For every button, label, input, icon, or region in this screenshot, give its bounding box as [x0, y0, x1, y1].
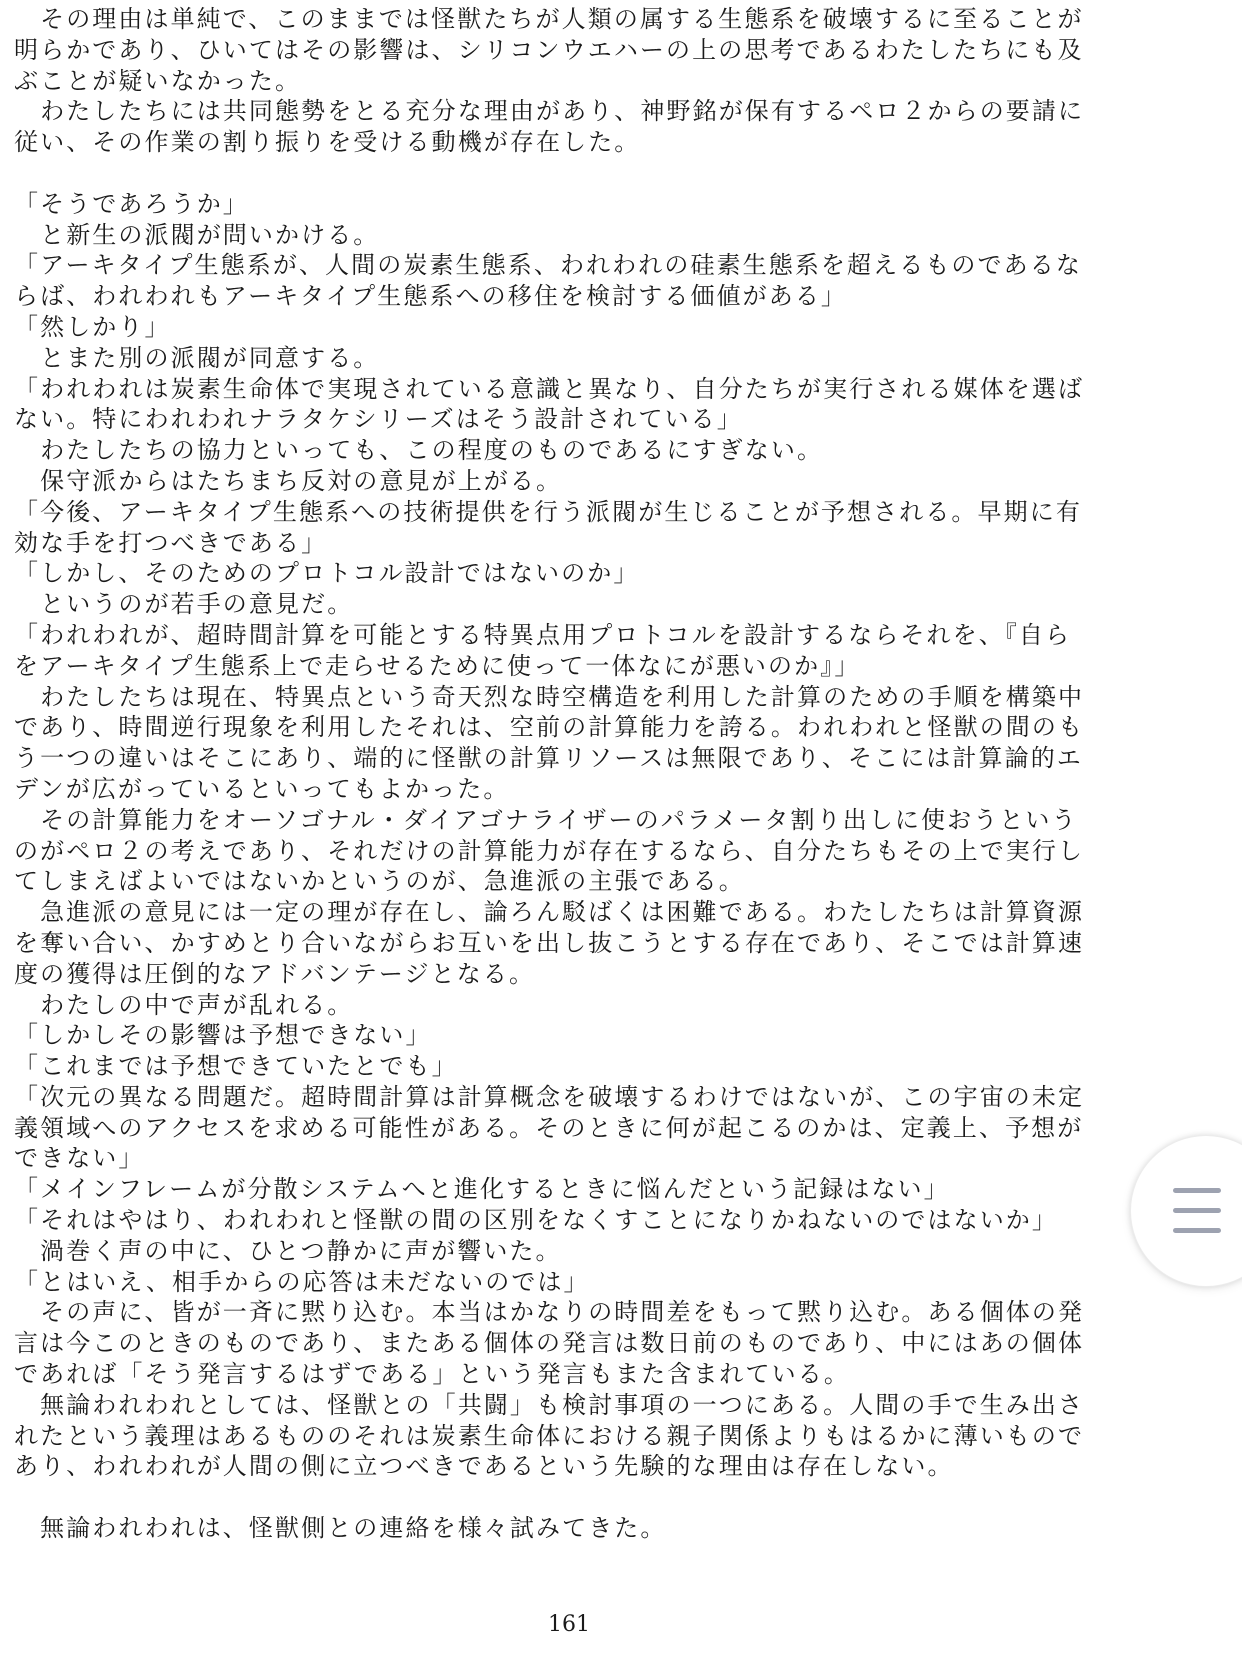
- text-line: 「しかしその影響は予想できない」: [14, 1021, 432, 1050]
- text-line: 効な手を打つべきである」: [14, 528, 328, 557]
- page-number: 161: [548, 1612, 590, 1637]
- text-line: 「とはいえ、相手からの応答は未だないのでは」: [14, 1267, 590, 1296]
- text-line: 度の獲得は圧倒的なアドバンテージとなる。: [14, 959, 536, 988]
- text-line: というのが若手の意見だ。: [14, 590, 354, 619]
- text-line: と新生の派閥が問いかける。: [14, 220, 380, 249]
- text-line: ぶことが疑いなかった。: [14, 66, 302, 95]
- text-line: 渦巻く声の中に、ひとつ静かに声が響いた。: [14, 1236, 562, 1265]
- text-line: 無論われわれとしては、怪獣との「共闘」も検討事項の一つにある。人間の手で生み出さ: [14, 1390, 1085, 1419]
- text-line: であり、時間逆行現象を利用したそれは、空前の計算能力を誇る。われわれと怪獣の間のも: [14, 713, 1085, 742]
- menu-button[interactable]: [1130, 1135, 1242, 1287]
- text-line: わたしたちには共同態勢をとる充分な理由があり、神野銘が保有するペロ２からの要請に: [14, 97, 1085, 126]
- text-line: 「そうであろうか」: [14, 189, 249, 218]
- text-line: 従い、その作業の割り振りを受ける動機が存在した。: [14, 128, 641, 157]
- text-line: 「アーキタイプ生態系が、人間の炭素生態系、われわれの硅素生態系を超えるものであるな: [14, 251, 1082, 280]
- text-line: その計算能力をオーソゴナル・ダイアゴナライザーのパラメータ割り出しに使おうという: [14, 805, 1078, 834]
- text-line: わたしたちの協力といっても、この程度のものであるにすぎない。: [14, 436, 824, 465]
- text-line: 保守派からはたちまち反対の意見が上がる。: [14, 466, 563, 495]
- text-line: 「次元の異なる問題だ。超時間計算は計算概念を破壊するわけではないが、この宇宙の未定: [14, 1082, 1085, 1111]
- text-line: 「しかし、そのためのプロトコル設計ではないのか」: [14, 559, 640, 588]
- text-line: をアーキタイプ生態系上で走らせるために使って一体なにが悪いのか』」: [14, 651, 861, 680]
- text-line: その声に、皆が一斉に黙り込む。本当はかなりの時間差をもって黙り込む。ある個体の発: [14, 1298, 1085, 1327]
- text-line: とまた別の派閥が同意する。: [14, 343, 380, 372]
- text-line: 「それはやはり、われわれと怪獣の間の区別をなくすことになりかねないのではないか」: [14, 1206, 1058, 1235]
- menu-icon-bar: [1173, 1208, 1221, 1213]
- text-line: 「然しかり」: [14, 312, 171, 341]
- text-line: わたしたちは現在、特異点という奇天烈な時空構造を利用した計算のための手順を構築中: [14, 682, 1085, 711]
- text-line: らば、われわれもアーキタイプ生態系への移住を検討する価値がある」: [14, 282, 848, 311]
- text-line: 明らかであり、ひいてはその影響は、シリコンウエハーの上の思考であるわたしたちにも及: [14, 35, 1084, 64]
- menu-icon-bar: [1173, 1188, 1221, 1193]
- text-line: デンが広がっているといってもよかった。: [14, 774, 510, 803]
- text-line: [14, 158, 1124, 189]
- text-line: 「われわれが、超時間計算を可能とする特異点用プロトコルを設計するならそれを、『自ら: [14, 620, 1072, 649]
- text-line: 「メインフレームが分散システムへと進化するときに悩んだという記録はない」: [14, 1175, 950, 1204]
- text-line: であれば「そう発言するはずである」という発言もまた含まれている。: [14, 1360, 850, 1389]
- menu-icon-bar: [1173, 1228, 1221, 1233]
- text-line: 「われわれは炭素生命体で実現されている意識と異なり、自分たちが実行される媒体を選ば: [14, 374, 1085, 403]
- text-line: 義領域へのアクセスを求める可能性がある。そのときに何が起こるのかは、定義上、予想が: [14, 1113, 1084, 1142]
- text-line: できない」: [14, 1144, 145, 1173]
- page-body: [14, 4, 1124, 1544]
- text-line: [14, 1482, 1124, 1513]
- text-line: わたしの中で声が乱れる。: [14, 990, 354, 1019]
- text-line: のがペロ２の考えであり、それだけの計算能力が存在するなら、自分たちもその上で実行し: [14, 836, 1085, 865]
- text-line: 「今後、アーキタイプ生態系への技術提供を行う派閥が生じることが予想される。早期に有: [14, 497, 1082, 526]
- text-line: れたという義理はあるもののそれは炭素生命体における親子関係よりもはるかに薄いもので: [14, 1421, 1085, 1450]
- text-line: 無論われわれは、怪獣側との連絡を様々試みてきた。: [14, 1514, 667, 1543]
- text-line: てしまえばよいではないかというのが、急進派の主張である。: [14, 867, 745, 896]
- text-line: を奪い合い、かすめとり合いながらお互いを出し抜こうとする存在であり、そこでは計算速: [14, 928, 1085, 957]
- text-line: 言は今このときのものであり、またある個体の発言は数日前のものであり、中にはあの個体: [14, 1329, 1085, 1358]
- text-line: ない。特にわれわれナラタケシリーズはそう設計されている」: [14, 405, 743, 434]
- text-line: あり、われわれが人間の側に立つべきであるという先験的な理由は存在しない。: [14, 1452, 954, 1481]
- text-line: 「これまでは予想できていたとでも」: [14, 1052, 458, 1081]
- text-line: 急進派の意見には一定の理が存在し、論ろん駁ばくは困難である。わたしたちは計算資源: [14, 898, 1085, 927]
- text-line: その理由は単純で、このままでは怪獣たちが人類の属する生態系を破壊するに至ることが: [14, 5, 1084, 33]
- text-line: う一つの違いはそこにあり、端的に怪獣の計算リソースは無限であり、そこには計算論的エ: [14, 744, 1083, 773]
